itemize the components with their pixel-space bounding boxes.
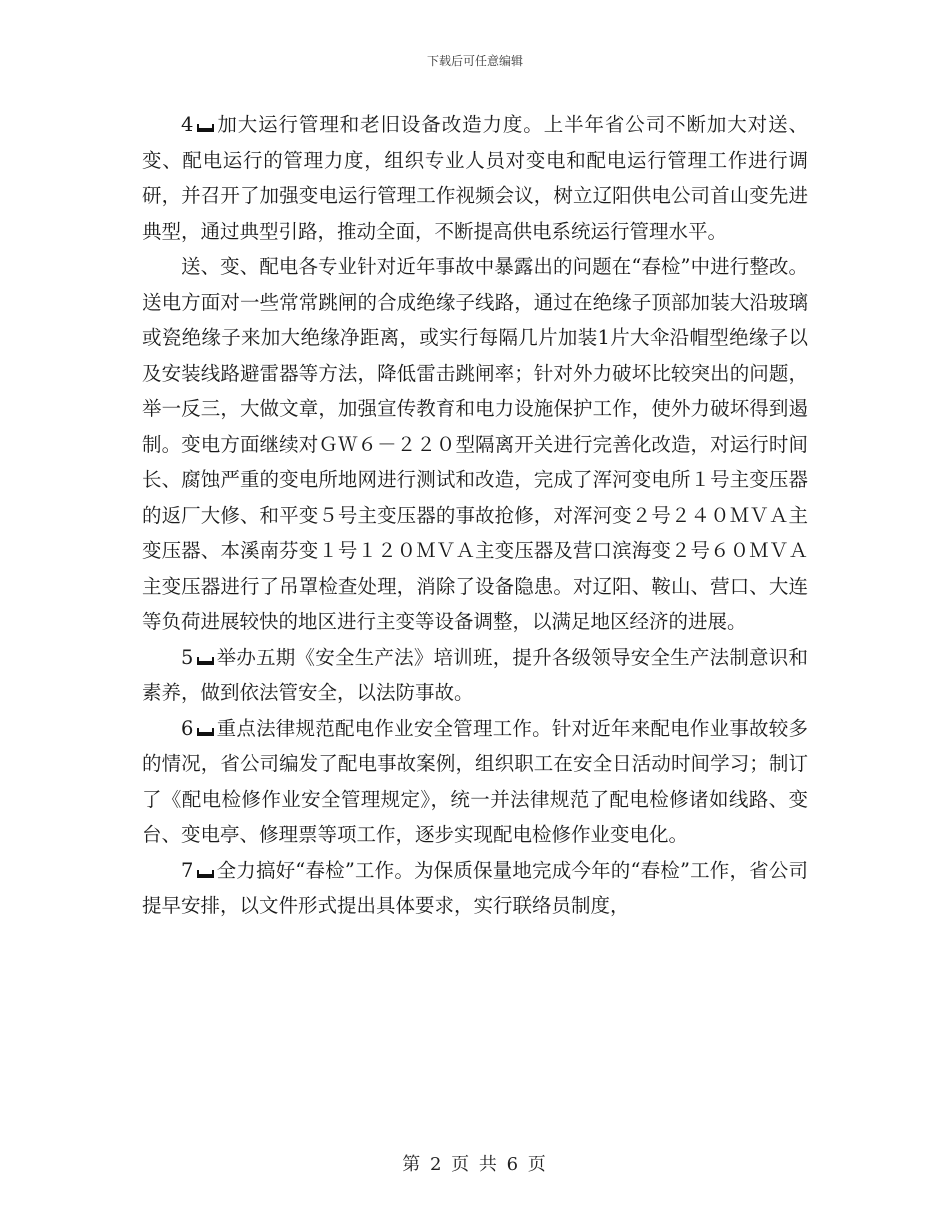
item-number: 4 bbox=[181, 113, 195, 136]
paragraph-maintenance bbox=[142, 249, 808, 640]
paragraph-text: 重点法律规范配电作业安全管理工作。针对近年来配电作业事故较多的情况，省公司编发了配电事故案例，组织职工在安全日活动时间学习；制订了《配电检修作业安全管理规定》，统一并法律规范了配电检修诸如线路、变台、变电亭、修理票等项工作，逐步实现配电检修作业变电化。 bbox=[142, 716, 808, 846]
item-number: 5 bbox=[181, 645, 195, 669]
item-marker-icon bbox=[197, 869, 214, 878]
paragraph-item-5 bbox=[142, 640, 808, 711]
paragraph-text: 加大运行管理和老旧设备改造力度。上半年省公司不断加大对送、变、配电运行的管理力度，组织专业人员对变电和配电运行管理工作进行调研，并召开了加强变电运行管理工作视频会议，树立辽阳供电公司首山变先进典型，通过典型引路，推动全面，不断提高供电系统运行管理水平。 bbox=[142, 113, 808, 243]
paragraph-text: 送、变、配电各专业针对近年事故中暴露出的问题在“春检”中进行整改。送电方面对一些常常跳闸的合成绝缘子线路，通过在绝缘子顶部加装大沿玻璃或瓷绝缘子来加大绝缘净距离，或实行每隔几片加装1片大伞沿帽型绝缘子以及安装线路避雷器等方法，降低雷击跳闸率；针对外力破坏比较突出的问题，举一反三，大做文章，加强宣传教育和电力设施保护工作，使外力破坏得到遏制。变电方面继续对ＧＷ６－２２０型隔离开关进行完善化改造，对运行时间长、腐蚀严重的变电所地网进行测试和改造，完成了浑河变电所１号主变压器的返厂大修、和平变５号主变压器的事故抢修，对浑河变２号２４０ＭＶＡ主变压器、本溪南芬变１号１２０ＭＶＡ主变压器及营口滨海变２号６０ＭＶＡ主变压器进行了吊罩检查处理，消除了设备隐患。对辽阳、鞍山、营口、大连等负荷进展较快的地区进行主变等设备调整，以满足地区经济的进展。 bbox=[142, 255, 808, 633]
paragraph-text: 全力搞好“春检”工作。为保质保量地完成今年的“春检”工作，省公司提早安排，以文件形式提出具体要求，实行联络员制度， bbox=[142, 858, 808, 917]
paragraph-text: 举办五期《安全生产法》培训班，提升各级领导安全生产法制意识和素养，做到依法管安全，以法防事故。 bbox=[142, 645, 808, 704]
body-text bbox=[142, 107, 808, 924]
item-number: 7 bbox=[181, 858, 195, 882]
paragraph-item-7 bbox=[142, 853, 808, 924]
item-number: 6 bbox=[181, 716, 195, 740]
page-footer: 第 2 页 共 6 页 bbox=[402, 1154, 548, 1175]
page-header: 下载后可任意编辑 bbox=[426, 54, 523, 68]
item-marker-icon bbox=[197, 656, 214, 665]
paragraph-item-4 bbox=[142, 107, 808, 249]
item-marker-icon bbox=[197, 123, 214, 132]
paragraph-item-6 bbox=[142, 711, 808, 853]
item-marker-icon bbox=[197, 727, 214, 736]
